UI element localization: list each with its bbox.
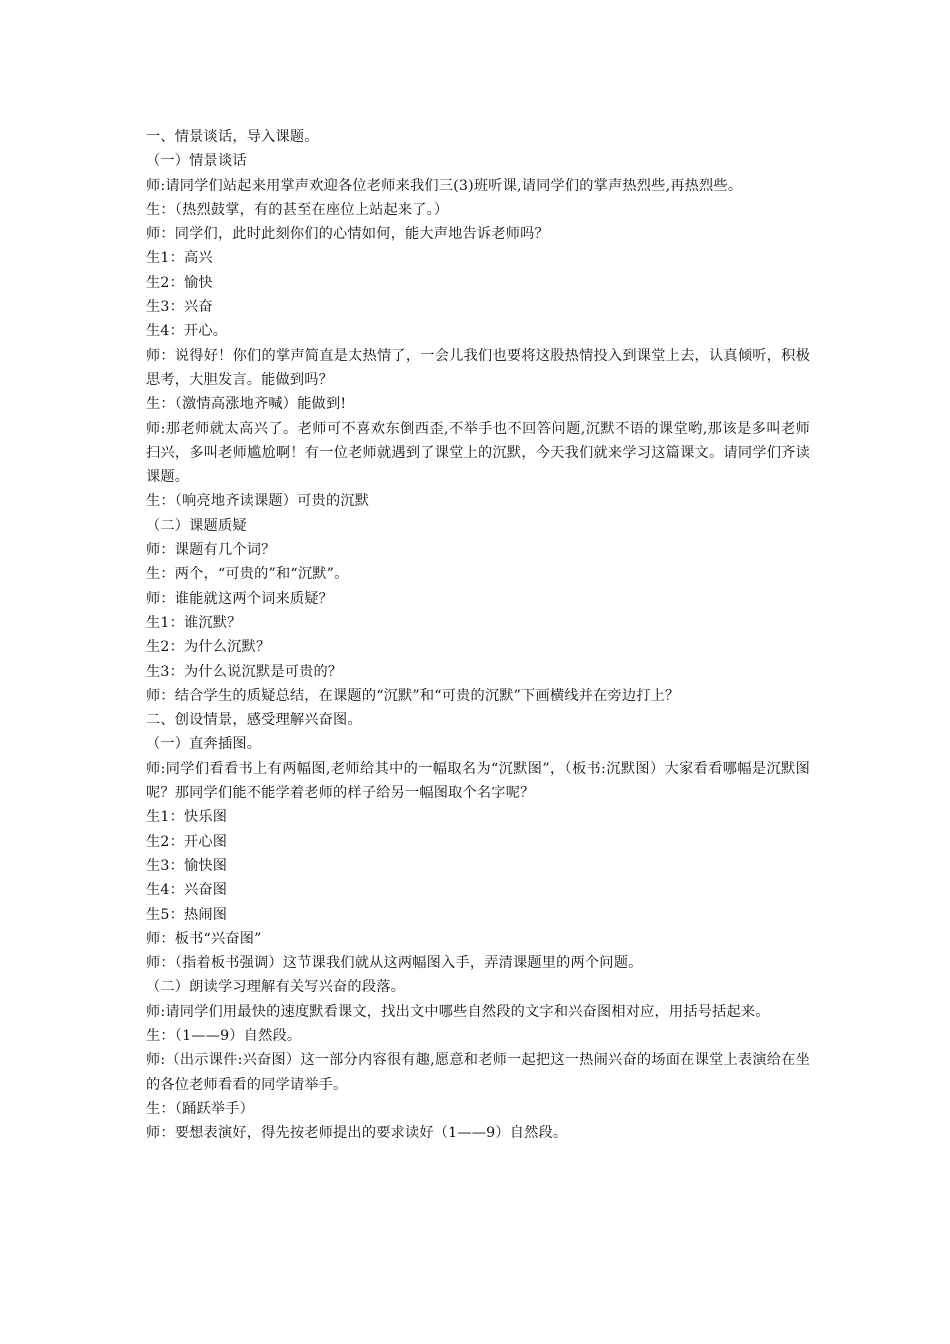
dialogue-line: 生：（1——9）自然段。 [146, 1027, 302, 1044]
dialogue-line: 师：谁能就这两个词来质疑？ [146, 590, 334, 607]
dialogue-line: 师：要想表演好，得先按老师提出的要求读好（1——9）自然段。 [146, 1125, 568, 1142]
dialogue-line: 生2：为什么沉默？ [146, 639, 271, 656]
dialogue-line: 师:（出示课件:兴奋图）这一部分内容很有趣,愿意和老师一起把这一热闹兴奋的场面在课堂上表演给在坐的各位老师看看的同学请举手。 [146, 1052, 810, 1093]
dialogue-line: 师:请同学们站起来用掌声欢迎各位老师来我们三(3)班听课,请同学们的掌声热烈些,再热烈些。 [146, 177, 743, 194]
dialogue-line: 生3：兴奋 [146, 299, 213, 316]
dialogue-line: 生：（激情高涨地齐喊）能做到! [146, 396, 347, 413]
section-heading-2: 二、创设情景，感受理解兴奋图。 [146, 712, 362, 729]
dialogue-line: 师:请同学们用最快的速度默看课文，找出文中哪些自然段的文字和兴奋图相对应，用括号括起来。 [146, 1003, 770, 1020]
dialogue-line: 生1：高兴 [146, 250, 213, 267]
dialogue-line: 生4：开心。 [146, 323, 228, 340]
subsection-heading: （一）直奔插图。 [146, 736, 262, 753]
dialogue-line: 生2：愉快 [146, 274, 213, 291]
dialogue-line: 生：两个，“可贵的”和“沉默”。 [146, 566, 349, 583]
dialogue-line: 生：（响亮地齐读课题）可贵的沉默 [146, 493, 370, 510]
dialogue-line: 生：（热烈鼓掌，有的甚至在座位上站起来了。） [146, 201, 449, 218]
dialogue-line: 师:同学们看看书上有两幅图,老师给其中的一幅取名为“沉默图”，（板书:沉默图）大家看看哪幅是沉默图呢？那同学们能不能学着老师的样子给另一幅图取个名字呢？ [146, 760, 810, 802]
dialogue-line: 生1：谁沉默？ [146, 614, 242, 631]
dialogue-line: 师：结合学生的质疑总结，在课题的“沉默”和“可贵的沉默”下画横线并在旁边打上？ [146, 687, 680, 704]
dialogue-line: 生3：为什么说沉默是可贵的？ [146, 663, 343, 680]
dialogue-line: 生2：开心图 [146, 833, 228, 850]
dialogue-line: 师：板书“兴奋图” [146, 930, 262, 947]
section-heading-1: 一、情景谈话，导入课题。 [146, 129, 319, 145]
subsection-heading: （一）情景谈话 [146, 153, 247, 170]
dialogue-line: 生：（踊跃举手） [146, 1100, 255, 1117]
document-page [146, 125, 810, 1145]
dialogue-line: 生1：快乐图 [146, 809, 228, 826]
dialogue-line: 师：课题有几个词？ [146, 542, 276, 559]
dialogue-line: 生5：热闹图 [146, 906, 228, 923]
subsection-heading: （二）朗读学习理解有关写兴奋的段落。 [146, 979, 405, 996]
dialogue-line: 师：（指着板书强调）这节课我们就从这两幅图入手，弄清课题里的两个问题。 [146, 955, 643, 972]
dialogue-line: 生3：愉快图 [146, 857, 228, 874]
subsection-heading: （二）课题质疑 [146, 517, 247, 534]
dialogue-line: 生4：兴奋图 [146, 882, 228, 899]
dialogue-line: 师：说得好！你们的掌声简直是太热情了，一会儿我们也要将这股热情投入到课堂上去，认真倾听，积极思考，大胆发言。能做到吗？ [146, 347, 810, 388]
dialogue-line: 师：同学们，此时此刻你们的心情如何，能大声地告诉老师吗？ [146, 226, 549, 243]
dialogue-line: 师:那老师就太高兴了。老师可不喜欢东倒西歪,不举手也不回答问题,沉默不语的课堂哟,那该是多叫老师扫兴，多叫老师尴尬啊！有一位老师就遇到了课堂上的沉默，今天我们就来学习这篇课文。请同学们齐读课题。 [146, 420, 810, 486]
